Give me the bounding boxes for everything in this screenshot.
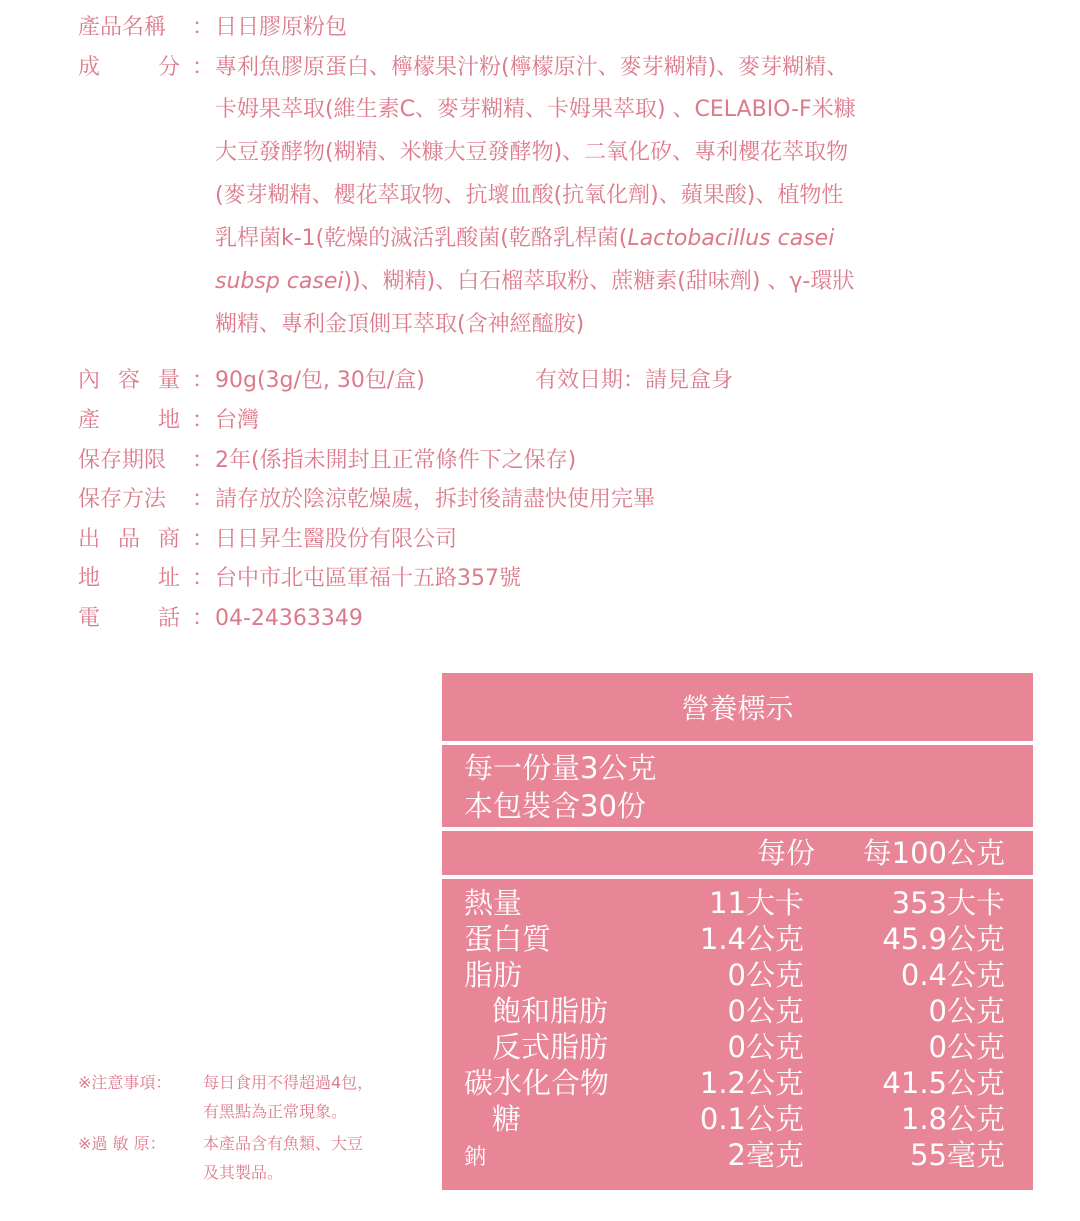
colon: ： [192,15,215,40]
ingredients-line-5 [215,227,834,251]
nutrient-per-100g: 41.5公克 [882,1066,1005,1100]
label-char: 商 [158,527,181,552]
product-name: 日日膠原粉包 [215,15,348,40]
note-caution-label: ※注意事項： [78,1073,172,1092]
expiry [535,369,733,393]
label-storage: 保存方法 [78,487,167,512]
servings-per-package: 本包裝含30份 [464,789,646,823]
label-char: 出 [78,527,101,552]
nutrient-per-100g: 353大卡 [891,886,1005,920]
nutrient-name: 脂肪 [464,958,523,992]
label-char: 產 [78,408,101,433]
note-allergen-label: ※過 敏 原： [78,1134,166,1153]
nutrient-per-100g: 55毫克 [910,1138,1005,1172]
origin-value: 台灣 [215,408,260,433]
ingredients-line-5-text: 乳桿菌k-1(乾燥的滅活乳酸菌(乾酪乳桿菌( [215,226,628,251]
nutrition-serving-bar [442,745,1033,827]
nutrient-per-serving: 1.4公克 [699,922,804,956]
nutrient-per-100g: 0.4公克 [900,958,1005,992]
nutrient-per-serving: 11大卡 [709,886,804,920]
label-char: 品 [118,527,141,552]
ingredients-latin-name: Lactobacillus casei [627,226,835,251]
label-char: 話 [158,606,181,631]
maker-value: 日日昇生醫股份有限公司 [215,527,458,552]
serving-size: 每一份量3公克 [464,751,657,785]
nutrient-per-serving: 0.1公克 [699,1102,804,1136]
ingredients-line-2: 卡姆果萃取(維生素C、麥芽糊精、卡姆果萃取) 、CELABIO-F米糠 [215,97,856,122]
nutrient-per-100g: 0公克 [928,1030,1005,1064]
nutrition-header-bar [442,831,1033,875]
note-caution-line-2: 有黑點為正常現象。 [203,1102,348,1121]
note-allergen-line-1: 本產品含有魚類、大豆 [203,1134,364,1153]
label-char: 量 [158,368,181,393]
colon: ： [192,487,215,512]
ingredients-line-6 [215,270,854,294]
ingredients-line-1: 專利魚膠原蛋白、檸檬果汁粉(檸檬原汁、麥芽糊精)、麥芽糊精、 [215,55,849,80]
nutrient-per-serving: 0公克 [727,1030,804,1064]
label-char: 址 [158,566,181,591]
ingredients-line-3: 大豆發酵物(糊精、米糠大豆發酵物)、二氧化矽、專利櫻花萃取物 [215,140,849,165]
shelf-life-value: 2年(係指未開封且正常條件下之保存) [215,448,577,473]
label-char: 地 [158,408,181,433]
nutrient-name: 糖 [492,1102,522,1136]
nutrient-name: 蛋白質 [464,922,552,956]
content-value: 90g(3g/包, 30包/盒) [215,368,425,393]
col-per-serving: 每份 [756,836,815,870]
nutrient-name: 熱量 [464,886,523,920]
nutrition-title: 營養標示 [681,692,794,725]
col-per-100g: 每100公克 [862,836,1005,870]
colon: ： [192,606,215,631]
note-allergen-line-2: 及其製品。 [203,1163,284,1182]
label-ingredients-b: 分 [158,55,181,80]
nutrition-title-bar [442,673,1033,741]
ingredients-line-4: (麥芽糊精、櫻花萃取物、抗壞血酸(抗氧化劑)、蘋果酸)、植物性 [215,183,844,208]
ingredients-latin-subsp: subsp casei [215,269,344,294]
nutrient-name: 反式脂肪 [492,1030,609,1064]
label-char: 內 [78,368,101,393]
phone-value: 04-24363349 [215,606,363,631]
nutrient-per-serving: 0公克 [727,994,804,1028]
label-char: 地 [78,566,101,591]
colon: ： [192,527,215,552]
ingredients-line-6-text: ))、糊精)、白石榴萃取粉、蔗糖素(甜味劑) 、γ-環狀 [343,269,855,294]
storage-value: 請存放於陰涼乾燥處，拆封後請盡快使用完畢 [215,487,656,512]
nutrient-name: 碳水化合物 [464,1066,610,1100]
nutrient-per-serving: 1.2公克 [699,1066,804,1100]
address-value: 台中市北屯區軍福十五路357號 [215,566,521,591]
colon: ： [192,368,215,393]
nutrient-per-serving: 0公克 [727,958,804,992]
colon: ： [192,566,215,591]
nutrient-name: 鈉 [464,1145,487,1170]
ingredients-line-7: 糊精、專利金頂側耳萃取(含神經醯胺) [215,312,585,337]
label-char: 電 [78,606,101,631]
label-shelf-life: 保存期限 [78,448,167,473]
nutrient-per-serving: 2毫克 [727,1138,804,1172]
expiry-label: 有效日期： [535,368,646,393]
expiry-value: 請見盒身 [645,368,734,393]
nutrient-name: 飽和脂肪 [492,994,609,1028]
nutrient-per-100g: 1.8公克 [900,1102,1005,1136]
colon: ： [192,448,215,473]
nutrient-per-100g: 45.9公克 [882,922,1005,956]
colon: ： [192,408,215,433]
label-ingredients-a: 成 [78,55,101,80]
nutrient-per-100g: 0公克 [928,994,1005,1028]
label-product-name: 產品名稱 [78,15,167,40]
label-char: 容 [118,368,141,393]
nutrition-body [442,879,1033,1190]
note-caution-line-1: 每日食用不得超過4包， [203,1073,374,1092]
colon: ： [192,55,215,80]
